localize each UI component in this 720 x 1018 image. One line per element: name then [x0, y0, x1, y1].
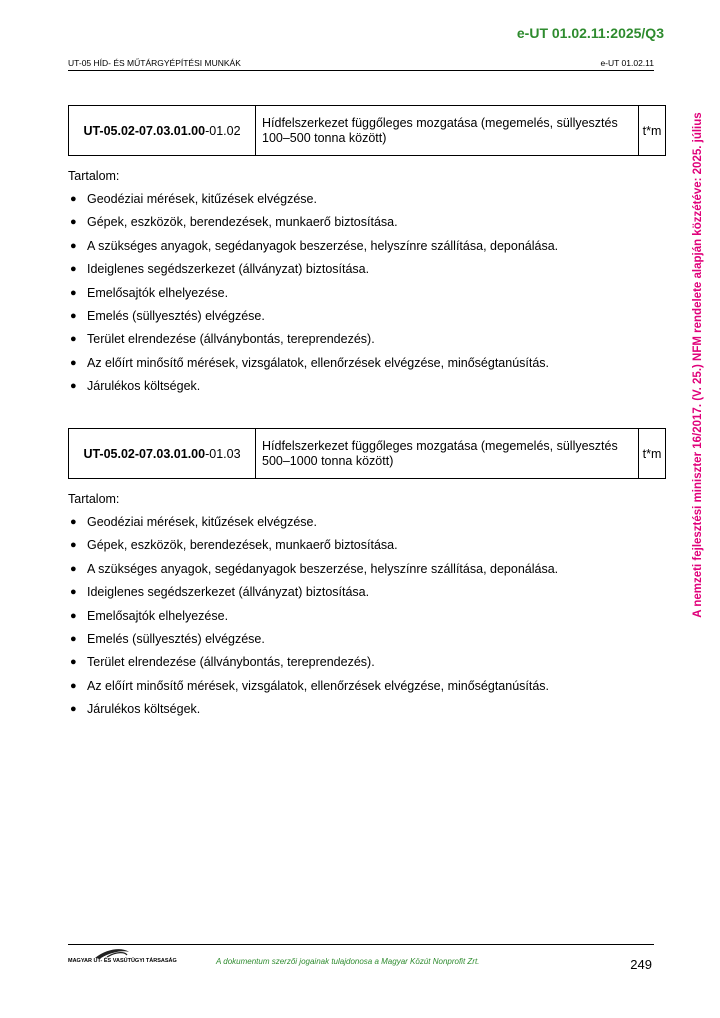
list-item: ● A szükséges anyagok, segédanyagok beszerzése, helyszínre szállítása, deponálása. [68, 235, 668, 258]
list-item: ● Gépek, eszközök, berendezések, munkaerő biztosítása. [68, 211, 668, 234]
item-code: UT-05.02-07.03.01.00-01.03 [69, 429, 256, 479]
content-label: Tartalom: [68, 169, 120, 183]
bullet-dot-icon: ● [70, 562, 77, 575]
list-item: ● Járulékos költségek. [68, 375, 668, 398]
list-item: ● Az előírt minősítő mérések, vizsgálatok, ellenőrzések elvégzése, minőségtanúsítás. [68, 675, 668, 698]
bullet-dot-icon: ● [70, 632, 77, 645]
list-item: ● Járulékos költségek. [68, 698, 668, 721]
item-content [68, 488, 668, 722]
bullet-dot-icon: ● [70, 216, 77, 229]
list-item: ● Az előírt minősítő mérések, vizsgálatok, ellenőrzések elvégzése, minőségtanúsítás. [68, 352, 668, 375]
list-item: ● A szükséges anyagok, segédanyagok beszerzése, helyszínre szállítása, deponálása. [68, 558, 668, 581]
header-doc-code: e-UT 01.02.11 [600, 58, 654, 68]
list-item: ● Ideiglenes segédszerkezet (állványzat) biztosítása. [68, 258, 668, 281]
running-header [68, 58, 654, 68]
item-table [68, 105, 666, 156]
item-code: UT-05.02-07.03.01.00-01.02 [69, 106, 256, 156]
list-item: ● Emelés (süllyesztés) elvégzése. [68, 305, 668, 328]
bullet-dot-icon: ● [70, 309, 77, 322]
publication-side-note: A nemzeti fejlesztési miniszter 16/2017. (V. 25.) NFM rendelete alapján közzétéve: 2025. július [692, 112, 704, 618]
list-item: ● Emelősajtók elhelyezése. [68, 282, 668, 305]
list-item: ● Geodéziai mérések, kitűzések elvégzése. [68, 511, 668, 534]
list-item: ● Terület elrendezése (állványbontás, tereprendezés). [68, 328, 668, 351]
list-item: ● Emelés (süllyesztés) elvégzése. [68, 628, 668, 651]
bullet-dot-icon: ● [70, 333, 77, 346]
bullet-dot-icon: ● [70, 609, 77, 622]
list-item: ● Gépek, eszközök, berendezések, munkaerő biztosítása. [68, 534, 668, 557]
content-label: Tartalom: [68, 492, 120, 506]
item-description: Hídfelszerkezet függőleges mozgatása (megemelés, süllyesztés 100–500 tonna között) [256, 106, 639, 156]
bullet-dot-icon: ● [70, 679, 77, 692]
item-unit: t*m [639, 429, 666, 479]
list-item: ● Terület elrendezése (állványbontás, tereprendezés). [68, 651, 668, 674]
header-section-title: UT-05 HÍD- ÉS MŰTÁRGYÉPÍTÉSI MUNKÁK [68, 58, 241, 68]
item-description: Hídfelszerkezet függőleges mozgatása (megemelés, süllyesztés 500–1000 tonna között) [256, 429, 639, 479]
content-list [68, 188, 668, 399]
list-item: ● Emelősajtók elhelyezése. [68, 605, 668, 628]
document-code: e-UT 01.02.11:2025/Q3 [516, 25, 664, 41]
bullet-dot-icon: ● [70, 286, 77, 299]
logo-text: MAGYAR UT- ÉS VASÚTÜGYI TÁRSASÁG [68, 958, 177, 964]
bullet-dot-icon: ● [70, 703, 77, 716]
item-content [68, 165, 668, 399]
bullet-dot-icon: ● [70, 380, 77, 393]
bullet-dot-icon: ● [70, 239, 77, 252]
footer-rule [68, 944, 654, 945]
bullet-dot-icon: ● [70, 356, 77, 369]
bullet-dot-icon: ● [70, 516, 77, 528]
bullet-dot-icon: ● [70, 656, 77, 669]
bullet-dot-icon: ● [70, 586, 77, 599]
bullet-dot-icon: ● [70, 539, 77, 552]
item-table [68, 428, 666, 479]
item-unit: t*m [639, 106, 666, 156]
header-rule [68, 70, 654, 71]
bullet-dot-icon: ● [70, 193, 77, 205]
content-list [68, 511, 668, 722]
bullet-dot-icon: ● [70, 263, 77, 276]
copyright-notice: A dokumentum szerzői jogainak tulajdonosa a Magyar Közút Nonprofit Zrt. [216, 957, 480, 966]
page-number: 249 [630, 957, 652, 972]
list-item: ● Ideiglenes segédszerkezet (állványzat) biztosítása. [68, 581, 668, 604]
list-item: ● Geodéziai mérések, kitűzések elvégzése. [68, 188, 668, 211]
